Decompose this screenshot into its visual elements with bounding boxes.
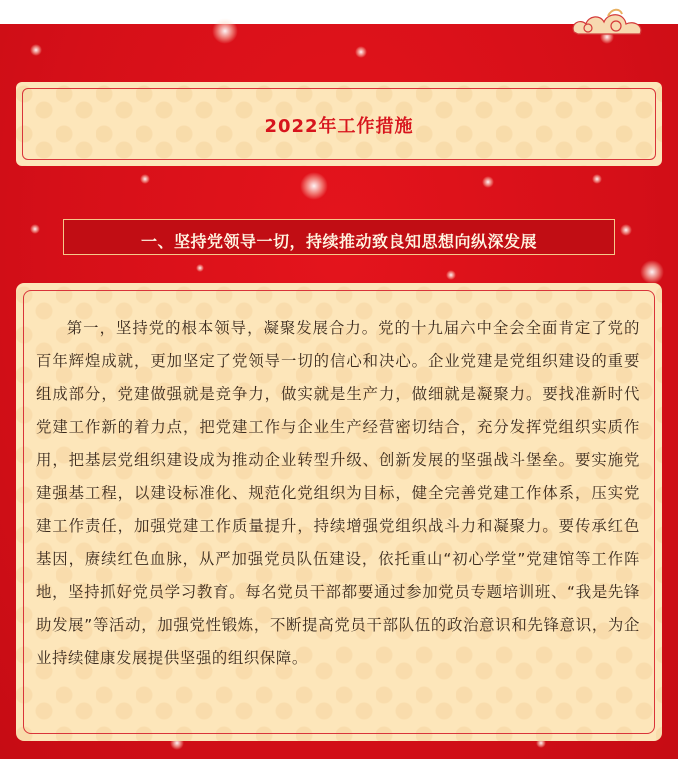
- sparkle: [212, 18, 238, 44]
- section-heading: 一、坚持党领导一切，持续推动致良知思想向纵深发展: [140, 232, 537, 251]
- body-paragraph: 第一，坚持党的根本领导，凝聚发展合力。党的十九届六中全会全面肯定了党的百年辉煌成就，更加坚定了党领导一切的信心和决心。企业党建是党组织建设的重要组成部分，党建做强就是竞争力，做实就是生产力，做细就是凝聚力。要找准新时代党建工作新的着力点，把党建工作与企业生产经营密切结合，充分发挥党组织实质作用，把基层党组织建设成为推动企业转型升级、创新发展的坚强战斗堡垒。要实施党建强基工程，以建设标准化、规范化党组织为目标，健全完善党建工作体系，压实党建工作责任，加强党建工作质量提升，持续增强党组织战斗力和凝聚力。要传承红色基因，赓续红色血脉，从严加强党员队伍建设，依托重山“初心学堂”党建馆等工作阵地，坚持抓好党员学习教育。每名党员干部都要通过参加党员专题培训班、“我是先锋助发展”等活动，加强党性锻炼，不断提高党员干部队伍的政治意识和先锋意识，为企业持续健康发展提供坚强的组织保障。: [36, 319, 640, 667]
- sparkle: [620, 224, 632, 236]
- auspicious-cloud-icon: [564, 6, 648, 46]
- page-title: 2022年工作措施: [264, 116, 414, 137]
- sparkle: [355, 46, 367, 58]
- sparkle: [300, 172, 328, 200]
- title-panel: [16, 82, 662, 166]
- section-heading-bar: [63, 219, 615, 255]
- sparkle: [640, 260, 664, 284]
- sparkle: [592, 174, 602, 184]
- sparkle: [30, 44, 42, 56]
- sparkle: [30, 224, 40, 234]
- sparkle: [196, 264, 204, 272]
- sparkle: [482, 176, 494, 188]
- sparkle: [446, 270, 456, 280]
- sparkle: [140, 174, 150, 184]
